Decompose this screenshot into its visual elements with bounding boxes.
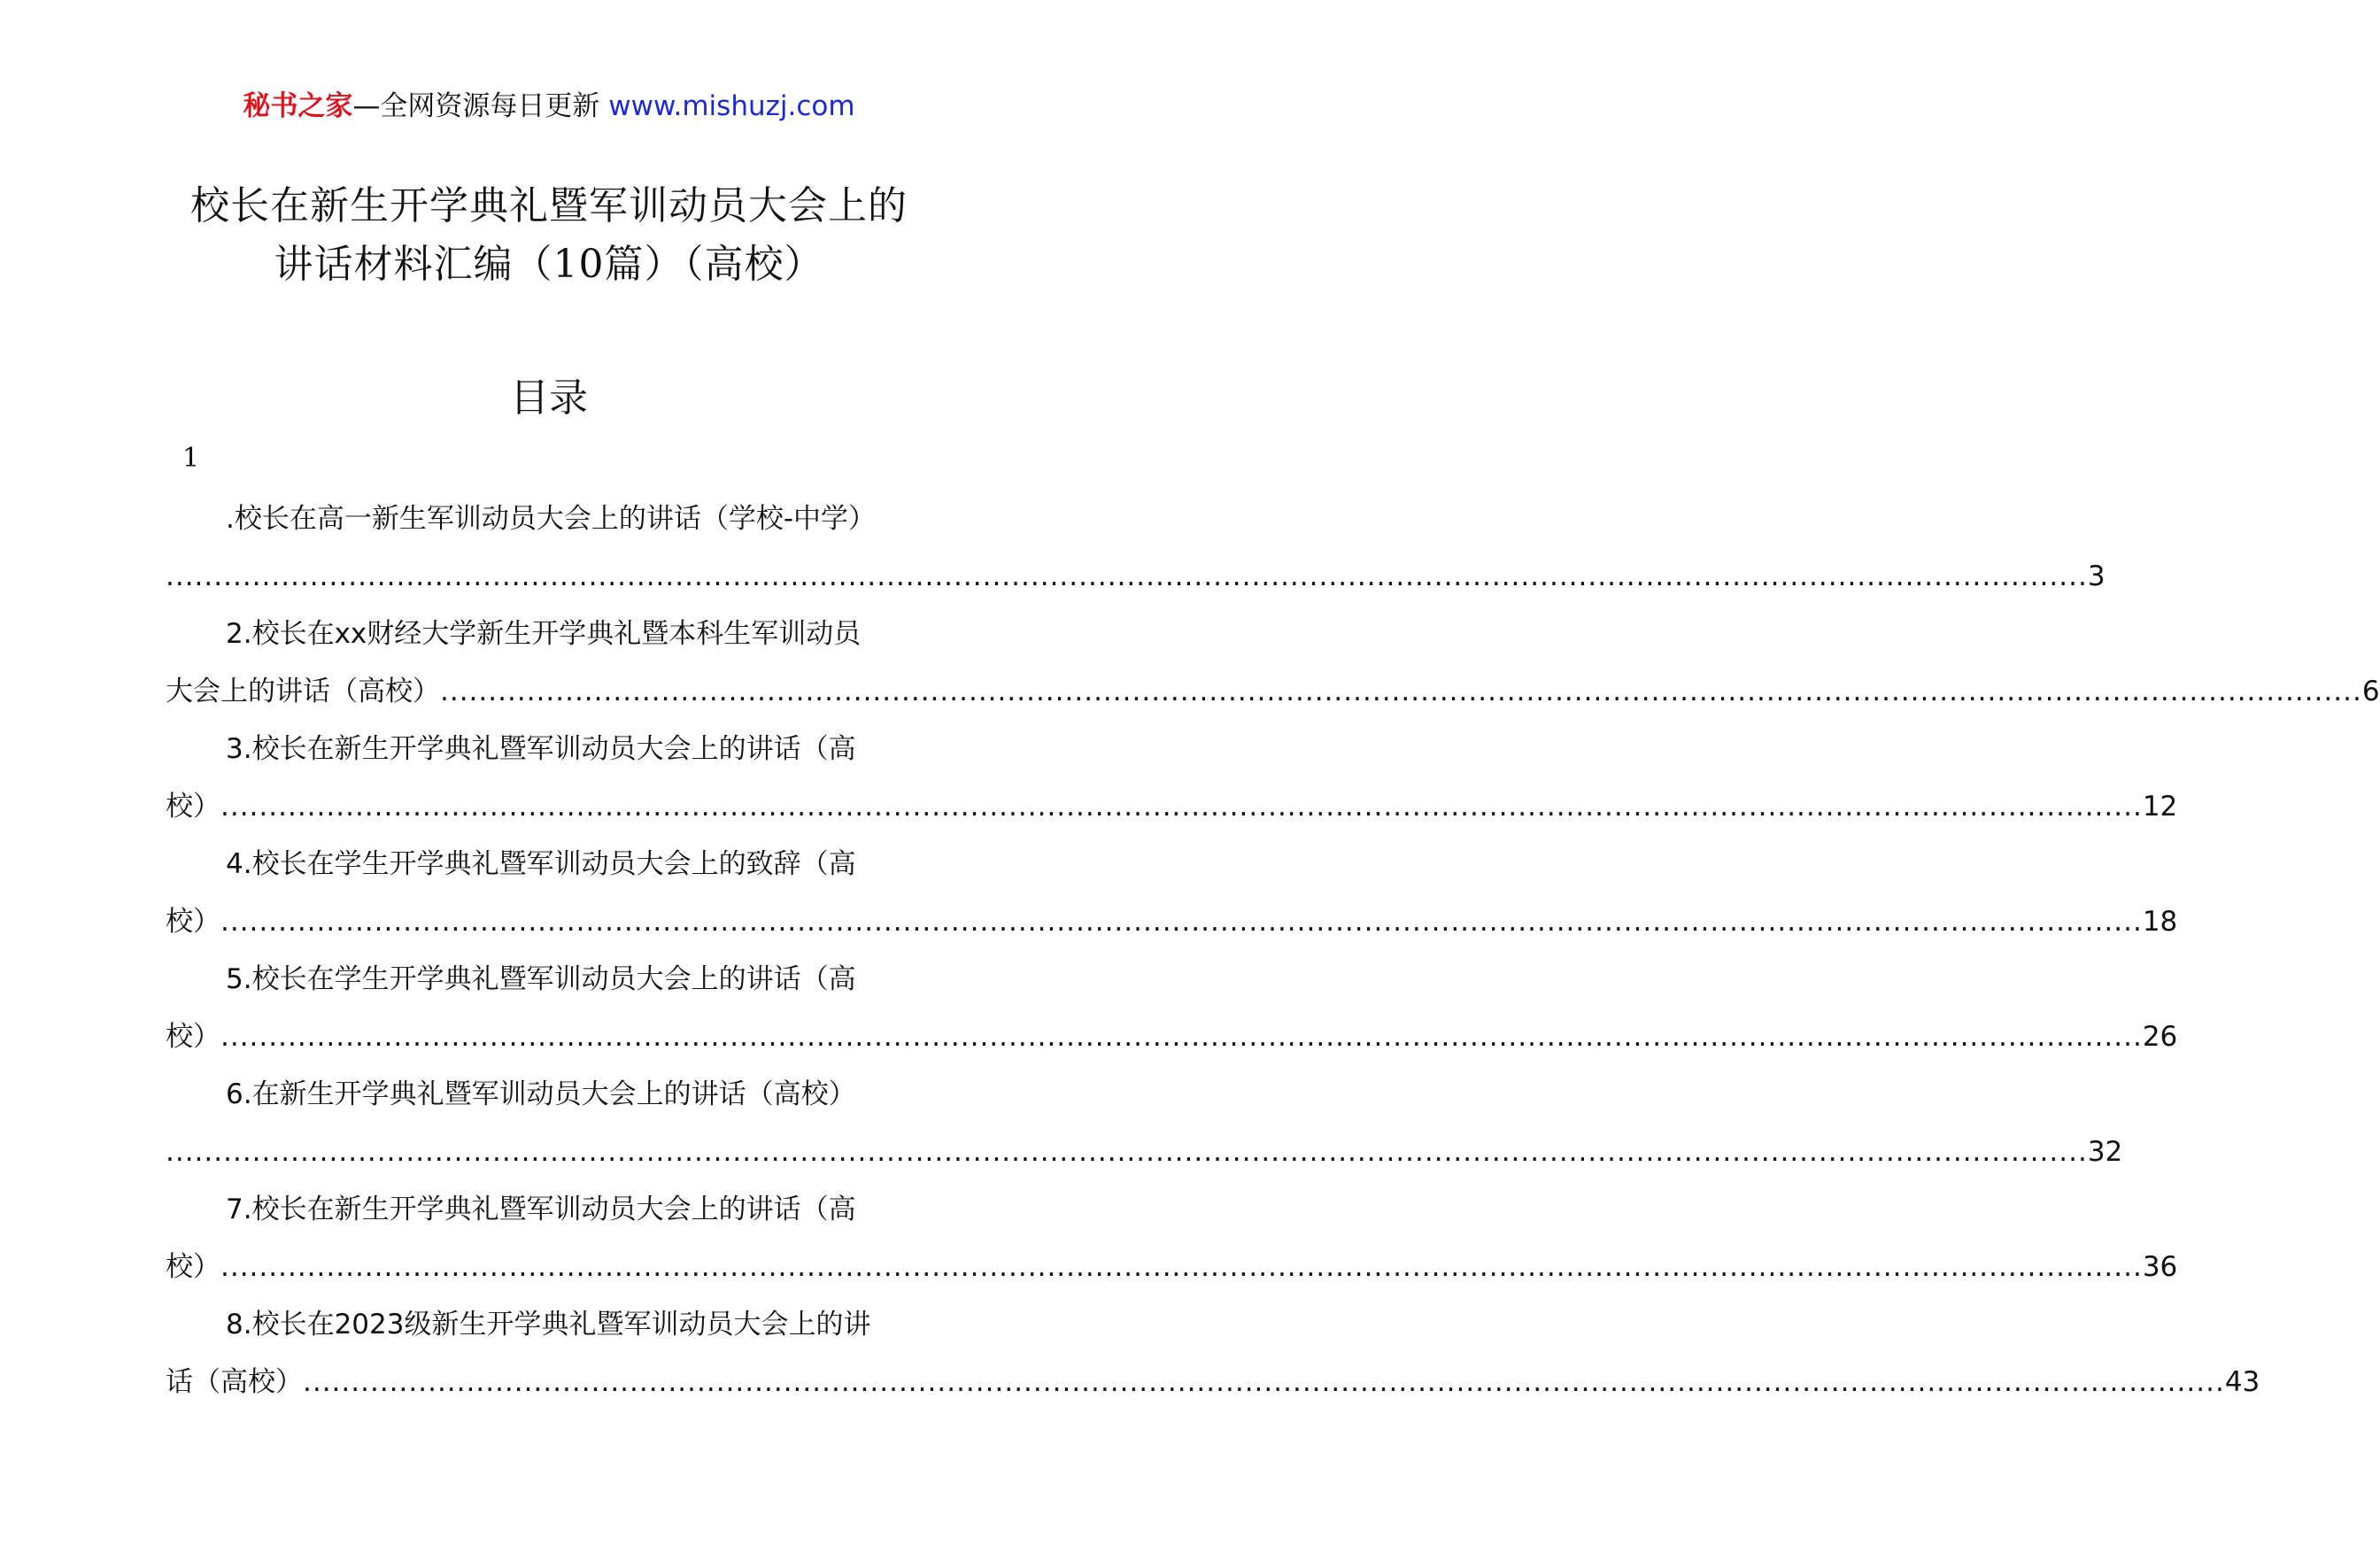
toc-entry-leader-line [166,1124,2123,1181]
toc-dot-leader: ........................................................................................................................................................................................................ [303,1366,2225,1398]
document-title [0,177,1098,294]
toc-dot-leader: ........................................................................................................................................................................................................ [220,906,2143,938]
toc-entry-leader-line [166,1354,2260,1411]
toc-entry-title: 5.校长在学生开学典礼暨军训动员大会上的讲话（高 [226,963,856,995]
toc-page-number: 43 [2224,1366,2260,1398]
toc-entry-leader-line [166,1239,2178,1296]
brand-name: 秘书之家 [243,90,353,122]
table-of-contents [166,491,2380,1411]
toc-entry-title: .校长在高一新生军训动员大会上的讲话（学校-中学） [226,503,877,535]
toc-entry-title-tail: 话（高校） [166,1366,303,1398]
toc-dot-leader: ........................................................................................................................................................................................................ [440,676,2362,707]
toc-entry[interactable] [166,1296,2260,1411]
toc-page-number: 3 [2087,560,2106,592]
toc-entry[interactable] [166,951,2178,1066]
title-count: 10 [552,242,605,287]
title-prefix: 讲话材料汇编（ [274,242,553,287]
toc-entry-title: 7.校长在新生开学典礼暨军训动员大会上的讲话（高 [226,1194,856,1225]
toc-dot-leader: ........................................................................................................................................................................................................ [220,791,2143,823]
banner-tagline: —全网资源每日更新 [352,90,609,122]
toc-first-marker: 1 [182,443,200,474]
toc-entry-title-tail: 校） [166,791,220,823]
toc-entry-title-tail: 校） [166,1021,220,1053]
toc-entry[interactable] [166,1066,2123,1181]
toc-entry-title: 4.校长在学生开学典礼暨军训动员大会上的致辞（高 [226,848,856,880]
toc-entry[interactable] [166,1181,2178,1296]
toc-entry-title-tail: 校） [166,906,220,938]
toc-entry-leader-line [166,893,2178,951]
toc-page-number: 32 [2087,1136,2123,1168]
toc-entry-leader-line [166,1008,2178,1066]
toc-entry-leader-line [166,663,2380,721]
site-banner [0,89,1098,124]
toc-entry[interactable] [166,721,2178,836]
toc-entry-title-tail: 校） [166,1251,220,1283]
site-url[interactable]: www.mishuzj.com [608,90,855,122]
toc-page-number: 36 [2142,1251,2178,1283]
toc-dot-leader: ........................................................................................................................................................................................................ [220,1021,2143,1053]
toc-entry[interactable] [166,606,2380,721]
title-line-1: 校长在新生开学典礼暨军训动员大会上的 [190,183,908,228]
toc-entry-title: 8.校长在2023级新生开学典礼暨军训动员大会上的讲 [226,1309,871,1341]
toc-heading: 目录 [510,375,588,421]
toc-page-number: 6 [2361,676,2380,707]
toc-entry-title: 6.在新生开学典礼暨军训动员大会上的讲话（高校） [226,1078,856,1110]
title-line-2 [0,236,1098,294]
toc-page-number: 18 [2142,906,2178,938]
toc-entry[interactable] [166,836,2178,951]
toc-dot-leader: ........................................................................................................................................................................................................ [166,560,2088,592]
toc-dot-leader: ........................................................................................................................................................................................................ [220,1251,2143,1283]
toc-entry-leader-line [166,778,2178,836]
toc-entry[interactable] [166,491,2106,606]
toc-entry-title: 2.校长在xx财经大学新生开学典礼暨本科生军训动员 [226,618,862,650]
toc-entry-title: 3.校长在新生开学典礼暨军训动员大会上的讲话（高 [226,733,856,765]
toc-page-number: 26 [2142,1021,2178,1053]
toc-entry-title-tail: 大会上的讲话（高校） [166,676,440,707]
title-suffix: 篇）（高校） [604,242,824,287]
toc-entry-leader-line [166,548,2106,606]
toc-page-number: 12 [2142,791,2178,823]
toc-dot-leader: ........................................................................................................................................................................................................ [166,1136,2088,1168]
